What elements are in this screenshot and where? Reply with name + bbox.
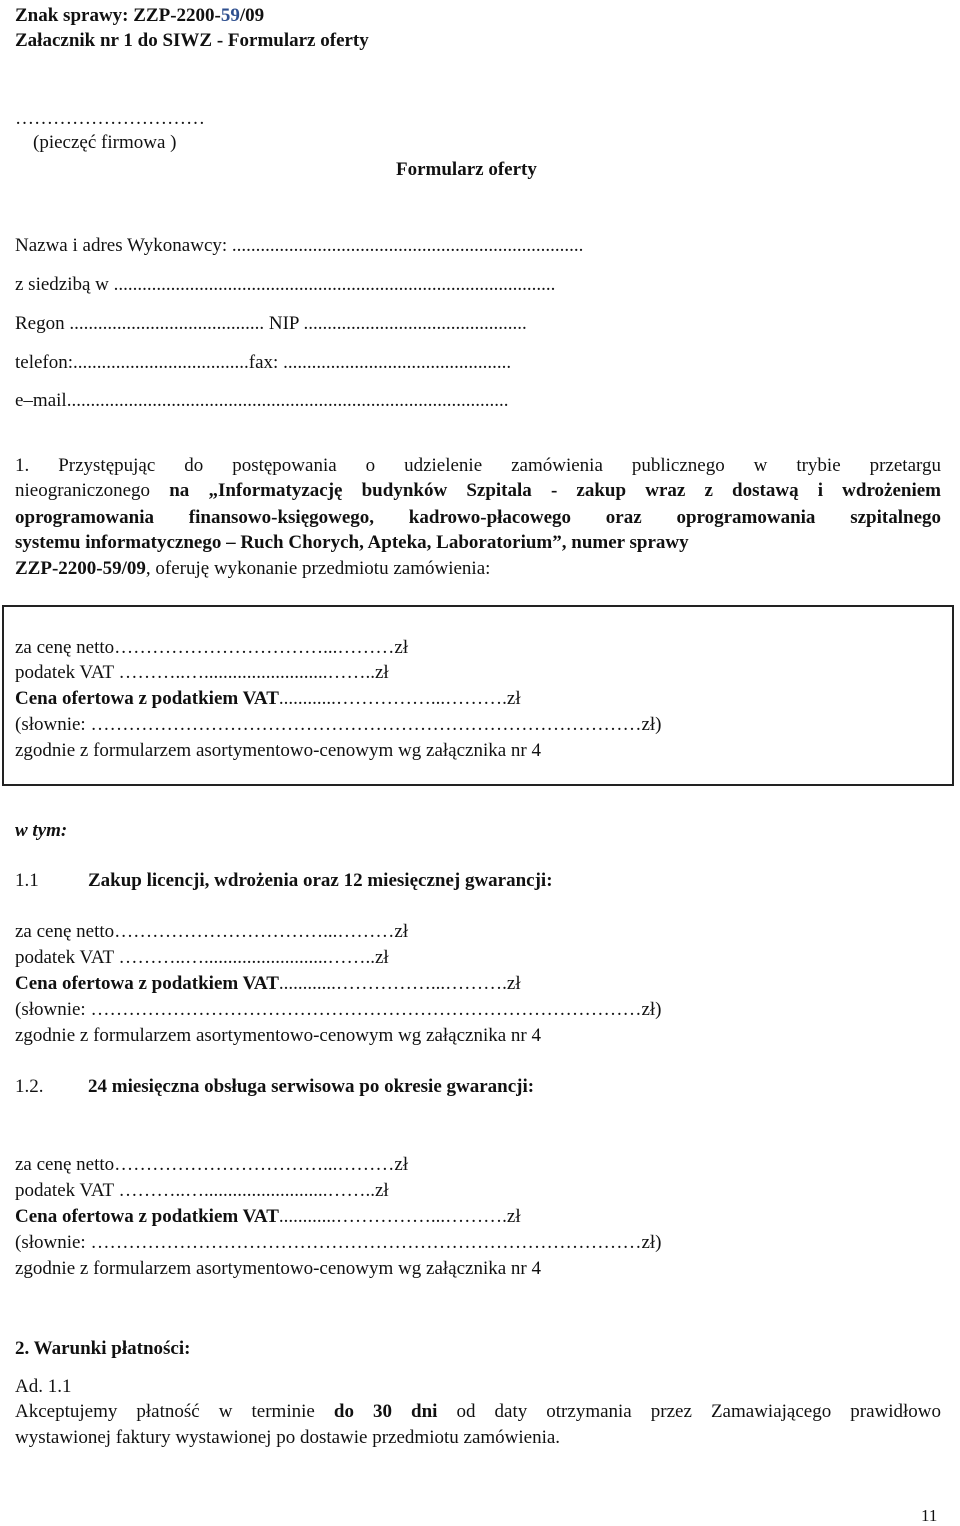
section-1-2-title: 24 miesięczna obsługa serwisowa po okresie gwarancji: [88,1076,535,1097]
s12-words-line: (słownie: ……………………………………………………………………………zł) [15,1232,662,1253]
intro-line-3: oprogramowania finansowo-księgowego, kadrowo-płacowego oraz oprogramowania szpitalnego [15,507,941,528]
intro-line-4: systemu informatycznego – Ruch Chorych, Apteka, Laboratorium”, numer sprawy [15,532,689,553]
payment-term-days: do 30 dni [333,1401,438,1422]
s12-net-price-line: za cenę netto……………………………...………zł [15,1154,409,1175]
s11-vat-line: podatek VAT ………..…..........................……..zł [15,947,389,968]
s12-gross-label: Cena ofertowa z podatkiem VAT [15,1206,279,1227]
main-words-line: (słownie: ……………………………………………………………………………zł) [15,714,662,735]
s12-gross-dots: ............……………...……….zł [278,1206,521,1227]
main-note-line: zgodnie z formularzem asortymentowo-cenowym wg załącznika nr 4 [15,740,541,761]
main-gross-line [15,686,521,711]
contractor-regon-nip-line: Regon ......................................... NIP ............................................... [15,313,527,334]
s11-gross-label: Cena ofertowa z podatkiem VAT [15,973,279,994]
stamp-dots: ………………………… [15,108,205,129]
s11-words-line: (słownie: ……………………………………………………………………………zł) [15,999,662,1020]
case-number [15,3,264,28]
section-1-2-heading [15,1074,534,1099]
main-net-price-line: za cenę netto……………………………...………zł [15,637,409,658]
attachment-title: Załacznik nr 1 do SIWZ - Formularz oferty [15,30,369,51]
s11-gross-line [15,971,521,996]
contractor-name-line: Nazwa i adres Wykonawcy: .......................................................................... [15,235,584,256]
stamp-label: (pieczęć firmowa ) [33,132,177,153]
main-vat-line: podatek VAT ………..…..........................……..zł [15,662,389,683]
case-number-highlight: 59 [220,5,240,26]
in-that-label: w tym: [15,820,68,841]
section-1-2-number: 1.2. [15,1076,44,1097]
case-number-suffix: /09 [239,5,265,26]
s12-note-line: zgodnie z formularzem asortymentowo-cenowym wg załącznika nr 4 [15,1258,541,1279]
contractor-seat-line: z siedzibą w ............................................................................................. [15,274,556,295]
payment-line-2: wystawionej faktury wystawionej po dostawie przedmiotu zamówienia. [15,1427,561,1448]
s11-note-line: zgodnie z formularzem asortymentowo-cenowym wg załącznika nr 4 [15,1025,541,1046]
contractor-email-line: e–mail............................................................................................. [15,390,509,411]
section-1-1-heading [15,868,553,893]
payment-line-1 [15,1399,941,1424]
payment-line-1-end: od daty otrzymania przez Zamawiającego prawidłowo [456,1401,942,1422]
s12-gross-line [15,1204,521,1229]
payment-line-1-start: Akceptujemy płatność w terminie [15,1401,315,1422]
intro-line-2-normal: nieograniczonego [15,480,151,501]
main-gross-label: Cena ofertowa z podatkiem VAT [15,688,279,709]
case-number-prefix: Znak sprawy: ZZP-2200- [15,5,221,26]
s11-net-price-line: za cenę netto……………………………...………zł [15,921,409,942]
section-1-1-title: Zakup licencji, wdrożenia oraz 12 miesięcznej gwarancji: [88,870,553,891]
payment-title: 2. Warunki płatności: [15,1338,191,1359]
intro-case-ref: ZZP-2200-59/09 [15,558,146,579]
page-number: 11 [921,1506,938,1525]
payment-ad-ref: Ad. 1.1 [15,1376,72,1397]
form-title: Formularz oferty [396,159,537,180]
intro-line-1: 1. Przystępując do postępowania o udzielenie zamówienia publicznego w trybie przetargu [15,455,941,476]
intro-line-2 [15,478,941,503]
intro-line-5-normal: , oferuję wykonanie przedmiotu zamówienia: [145,558,491,579]
section-1-1-number: 1.1 [15,870,39,891]
main-gross-dots: ............……………...……….zł [278,688,521,709]
s11-gross-dots: ............……………...……….zł [278,973,521,994]
intro-line-2-bold: na „Informatyzację budynków Szpitala - zakup wraz z dostawą i wdrożeniem [169,480,942,501]
contractor-phone-fax-line: telefon:.....................................fax: ................................................ [15,352,512,373]
intro-line-5 [15,556,490,581]
s12-vat-line: podatek VAT ………..…..........................……..zł [15,1180,389,1201]
